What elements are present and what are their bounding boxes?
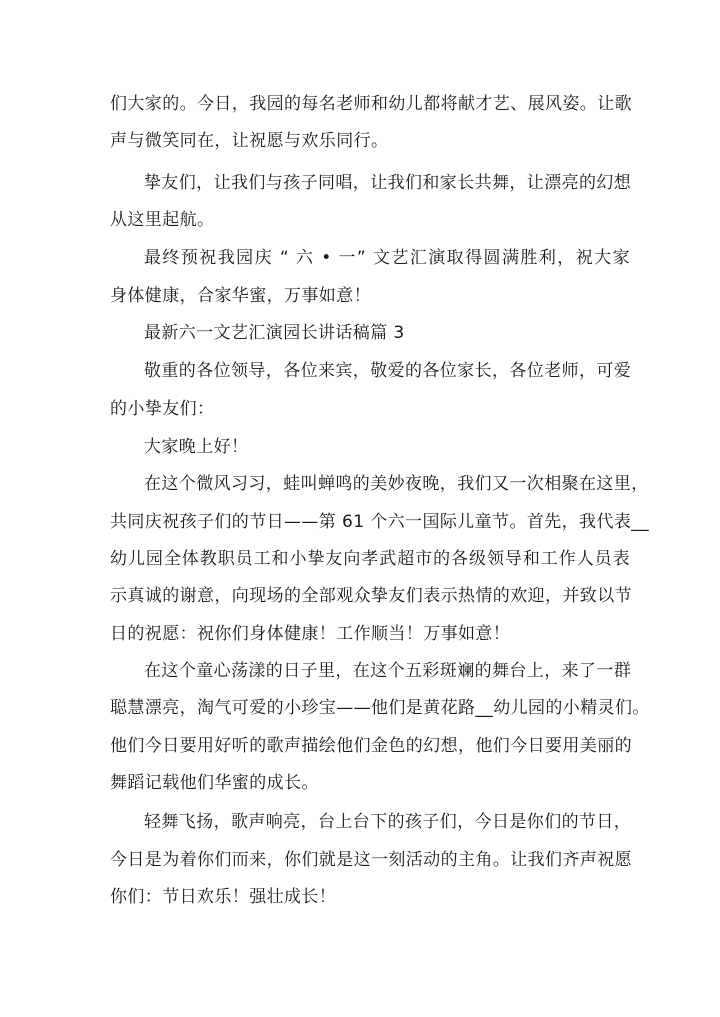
paragraph-line: 们大家的。今日，我园的每名老师和幼儿都将献才艺、展风姿。让歌	[110, 94, 632, 114]
paragraph-line: 示真诚的谢意，向现场的全部观众挚友们表示热情的欢迎，并致以节	[110, 586, 632, 606]
paragraph-line: 轻舞飞扬，歌声响亮，台上台下的孩子们，今日是你们的节日，	[144, 812, 632, 832]
paragraph-line: 身体健康，合家华蜜，万事如意！	[110, 286, 371, 306]
paragraph-line: 你们：节日欢乐！强壮成长！	[110, 887, 337, 907]
paragraph-line: 共同庆祝孩子们的节日——第 61 个六一国际儿童节。首先，我代表__	[110, 512, 650, 532]
paragraph-line: 舞蹈记载他们华蜜的成长。	[110, 773, 319, 793]
paragraph-line: 在这个童心荡漾的日子里，在这个五彩斑斓的舞台上，来了一群	[144, 661, 632, 681]
paragraph-line: 日的祝愿：祝你们身体健康！工作顺当！万事如意！	[110, 624, 511, 644]
paragraph-line: 最终预祝我园庆 “ 六 • 一” 文艺汇演取得圆满胜利，祝大家	[144, 248, 630, 268]
greeting-line: 大家晚上好！	[144, 437, 249, 457]
paragraph-line: 在这个微风习习，蛙叫蝉鸣的美妙夜晚，我们又一次相聚在这里，	[144, 474, 649, 494]
section-heading: 最新六一文艺汇演园长讲话稿篇 3	[144, 323, 405, 343]
paragraph-line: 的小挚友们：	[110, 399, 215, 419]
paragraph-line: 挚友们，让我们与孩子同唱，让我们和家长共舞，让漂亮的幻想	[144, 173, 632, 193]
paragraph-line: 他们今日要用好听的歌声描绘他们金色的幻想，他们今日要用美丽的	[110, 736, 632, 756]
paragraph-line: 幼儿园全体教职员工和小挚友向孝武超市的各级领导和工作人员表	[110, 549, 630, 569]
paragraph-line: 敬重的各位领导，各位来宾，敬爱的各位家长，各位老师，可爱	[144, 361, 632, 381]
paragraph-line: 聪慧漂亮，淘气可爱的小珍宝——他们是黄花路__幼儿园的小精灵们。	[110, 698, 650, 718]
paragraph-line: 今日是为着你们而来，你们就是这一刻活动的主角。让我们齐声祝愿	[110, 850, 632, 870]
paragraph-line: 声与微笑同在，让祝愿与欢乐同行。	[110, 131, 389, 151]
paragraph-line: 从这里起航。	[110, 210, 215, 230]
